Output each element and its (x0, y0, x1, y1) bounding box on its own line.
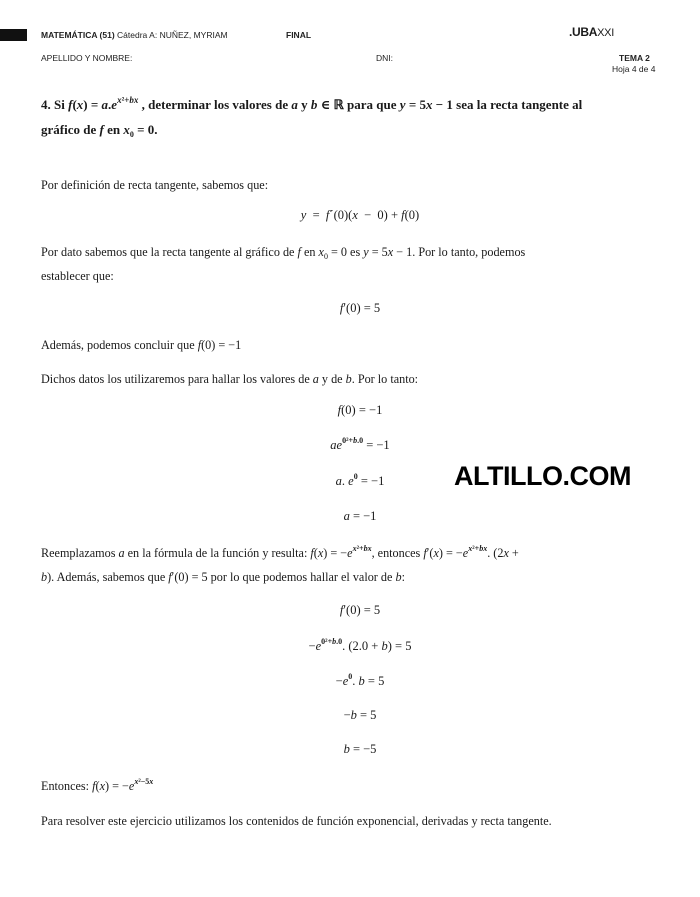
paragraph-entonces: Entonces: $f(x) = -e^{x^2-5x}$ (41, 777, 154, 793)
header-exam-type: FINAL (286, 30, 312, 40)
paragraph-definition: Por definición de recta tangente, sabemos que: (41, 178, 269, 192)
equation-b-result: b = −5 (343, 742, 377, 756)
equation-a-result: a = −1 (343, 509, 377, 523)
apellido-label: APELLIDO Y NOMBRE: (41, 53, 133, 63)
paragraph-dato: Por dato sabemos que la recta tangente al gráfico de f en $x_0 = 0$ es y = 5x − 1. Por lo tanto, podemos establecer que: (41, 245, 526, 283)
paragraph-conclusion: Para resolver este ejercicio utilizamos los contenidos de función exponencial, derivadas y recta tangente. (41, 814, 552, 828)
equation-fprime-substituted: $-e^{0^2+b.0}$. (2.0 + b) = 5 (308, 637, 412, 653)
equation-e0-b: $-e^0$. b = 5 (335, 672, 385, 688)
hoja-label: Hoja 4 de 4 (612, 64, 656, 74)
black-tab-marker (0, 29, 27, 41)
equation-f0: f(0) = −1 (337, 403, 383, 417)
paragraph-dichos: Dichos datos los utilizaremos para hallar los valores de a y de b. Por lo tanto: (41, 372, 419, 386)
question-statement: 4. Si $f(x) = a.e^{x^2+bx}$ , determinar los valores de a y b ∈ ℝ para que y = 5x − 1 sea la recta tangente al gráfico de f en $x_0 = 0$. (41, 95, 583, 139)
equation-a-e0: a. $e^0 = -1$ (335, 472, 385, 488)
header-subject-line (41, 30, 228, 40)
equation-fprime-5: f′(0) = 5 (339, 301, 381, 315)
dni-label: DNI: (376, 53, 393, 63)
tema-label: TEMA 2 (619, 53, 650, 63)
equation-tangent-def: y = f´(0)(x − 0) + f(0) (300, 208, 420, 222)
equation-neg-b: −b = 5 (343, 708, 377, 722)
altillo-watermark: ALTILLO.COM (454, 461, 631, 491)
header-catedra: Cátedra A: NUÑEZ, MYRIAM (117, 30, 228, 40)
paragraph-reemplazamos: Reemplazamos a en la fórmula de la función y resulta: $f(x) = -e^{x^2+bx}$, entonces $f'(x) = -e^{x^2+bx}$. (2x + b). Además, sabemos que f′(0) = 5 por lo que podemos hallar el valor de b: (41, 544, 519, 584)
paragraph-ademas: Además, podemos concluir que f(0) = −1 (41, 338, 242, 352)
header-subject: MATEMÁTICA (51) (41, 30, 115, 40)
equation-fprime-5-b: f′(0) = 5 (339, 603, 381, 617)
equation-ae-substituted: $ae^{0^2+b.0} = -1$ (330, 436, 390, 452)
uba-logo: .UBAXXI (569, 25, 614, 39)
